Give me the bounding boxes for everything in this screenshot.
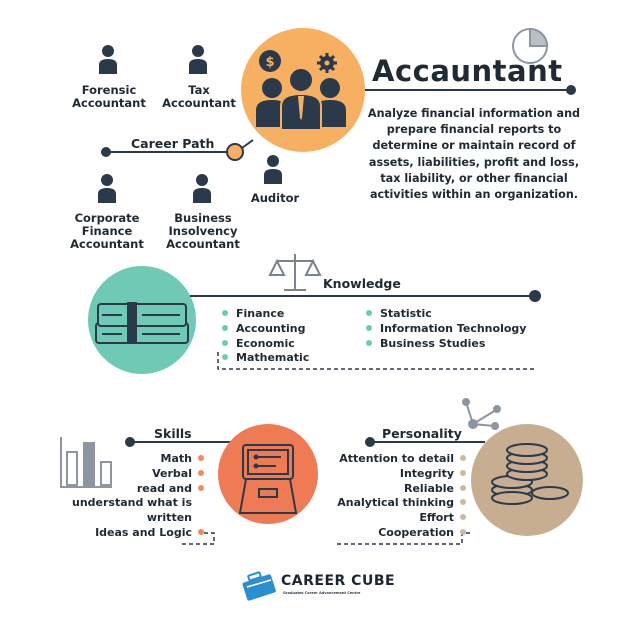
list-item xyxy=(72,467,204,482)
list-item-label: Analytical thinking xyxy=(337,496,454,510)
role-line: Finance xyxy=(81,224,133,238)
career-role-forensic-accountant xyxy=(70,84,148,110)
list-item xyxy=(337,526,466,541)
career-role-business-insolvency-accountant xyxy=(160,212,246,251)
bullet-dot xyxy=(198,470,204,476)
bullet-dot xyxy=(460,499,466,505)
bullet-dot xyxy=(460,514,466,520)
scale-icon xyxy=(270,254,320,290)
list-item xyxy=(222,337,309,352)
knowledge-list-right xyxy=(366,307,526,351)
list-item xyxy=(337,482,466,497)
bullet-dot xyxy=(460,470,466,476)
list-item xyxy=(337,511,466,526)
list-item xyxy=(366,322,526,337)
list-item-label: Ideas and Logic xyxy=(95,525,192,539)
role-line: Forensic xyxy=(81,83,137,97)
list-item-label: Effort xyxy=(419,511,454,525)
person-icon xyxy=(98,174,116,203)
role-line: Tax xyxy=(188,83,210,97)
person-icon xyxy=(189,45,207,74)
list-item xyxy=(337,452,466,467)
career-role-corporate-finance-accountant xyxy=(64,212,150,251)
list-item xyxy=(222,322,309,337)
svg-text:$: $ xyxy=(265,55,275,70)
personality-list xyxy=(337,452,466,541)
list-item xyxy=(222,351,309,366)
bullet-dot xyxy=(222,354,228,360)
skills-label: Skills xyxy=(154,426,192,441)
list-item-label: Statistic xyxy=(380,307,432,320)
list-item xyxy=(337,496,466,511)
career-path-label: Career Path xyxy=(131,136,215,151)
list-item xyxy=(72,496,204,511)
bullet-dot xyxy=(366,310,372,316)
career-role-auditor xyxy=(245,192,305,205)
role-line: Accountant xyxy=(162,96,236,110)
personality-label: Personality xyxy=(382,426,462,441)
list-item-label: written xyxy=(146,511,192,525)
list-item-label: Information Technology xyxy=(380,321,527,335)
list-item-label: Reliable xyxy=(404,481,454,495)
career-path-node xyxy=(227,144,243,160)
list-item-label: Accounting xyxy=(236,321,306,335)
knowledge-list-left xyxy=(222,307,309,366)
briefcase-logo-icon xyxy=(242,572,276,601)
bullet-dot xyxy=(460,455,466,461)
bullet-dot xyxy=(366,340,372,346)
skills-line-dot xyxy=(125,437,135,447)
role-line: Insolvency xyxy=(168,224,238,238)
role-line: Accountant xyxy=(72,96,146,110)
list-item-label: Integrity xyxy=(399,466,454,480)
career-path-dot xyxy=(101,147,111,157)
list-item xyxy=(337,467,466,482)
knowledge-label: Knowledge xyxy=(323,276,401,291)
list-item-label: Verbal xyxy=(152,466,192,480)
list-item-label: Economic xyxy=(236,336,295,350)
list-item xyxy=(72,526,204,541)
job-description: Analyze financial information and prepare financial reports to determine or maintain record of assets, liabilities, profit and loss, tax liability, or other financial activities within an organization. xyxy=(367,107,581,202)
list-item xyxy=(222,307,309,322)
role-line: Accountant xyxy=(166,237,240,251)
list-item-label: understand what is xyxy=(71,496,192,510)
page-title: Accauntant xyxy=(372,54,563,88)
bullet-dot xyxy=(460,529,466,535)
list-item-label: Math xyxy=(160,452,192,465)
bullet-dot xyxy=(198,485,204,491)
bullet-dot xyxy=(222,325,228,331)
list-item-label: Mathematic xyxy=(236,351,310,365)
bullet-dot xyxy=(198,529,204,535)
list-item xyxy=(72,482,204,497)
bullet-dot xyxy=(222,310,228,316)
brand-tagline: Graduates Career Advancement Centre xyxy=(283,591,361,595)
list-item-label: read and xyxy=(136,481,192,495)
list-item-label: Business Studies xyxy=(380,336,486,350)
list-item xyxy=(366,337,526,352)
bullet-dot xyxy=(460,485,466,491)
bullet-dot xyxy=(366,325,372,331)
knowledge-line-dot xyxy=(529,290,541,302)
list-item-label: Attention to detail xyxy=(339,452,454,465)
role-line: Corporate xyxy=(74,211,140,225)
list-item-label: Cooperation xyxy=(378,525,454,539)
role-line: Auditor xyxy=(250,191,300,205)
title-underline-dot xyxy=(566,85,576,95)
personality-line-dot xyxy=(365,437,375,447)
career-role-tax-accountant xyxy=(160,84,238,110)
money-stack-icon xyxy=(96,302,188,344)
role-line: Business xyxy=(174,211,232,225)
list-item-label: Finance xyxy=(236,307,285,320)
list-item xyxy=(72,452,204,467)
network-icon xyxy=(463,399,500,429)
person-icon xyxy=(99,45,117,74)
role-line: Accountant xyxy=(70,237,144,251)
bullet-dot xyxy=(222,340,228,346)
person-icon xyxy=(264,155,282,184)
person-icon xyxy=(193,174,211,203)
list-item xyxy=(72,511,204,526)
skills-list xyxy=(72,452,204,541)
bullet-dot xyxy=(198,455,204,461)
brand-name: CAREER CUBE xyxy=(281,573,396,589)
list-item xyxy=(366,307,526,322)
